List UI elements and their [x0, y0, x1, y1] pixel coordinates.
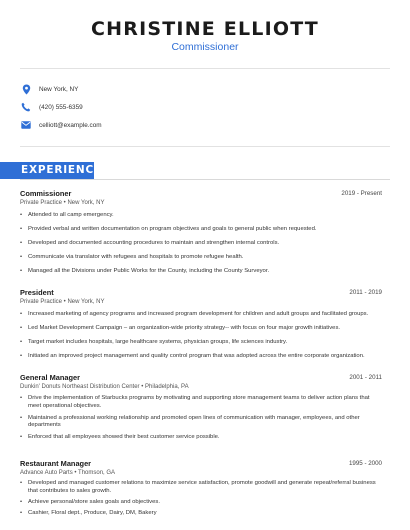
list-item: • Drive the implementation of Starbucks programs by motivating and supporting store management teams to deliver action plans that meet operational objectives. [20, 395, 382, 410]
company-name: Advance Auto Parts [20, 470, 73, 476]
divider [20, 68, 390, 69]
company-name: Dunkin' Donuts Northeast Distribution Center [20, 384, 140, 390]
section-heading-experience [0, 162, 102, 179]
job-entry [20, 459, 382, 517]
email-icon [20, 119, 32, 131]
job-entry [20, 373, 382, 442]
job-employer: Private Practice • New York, NY [20, 299, 105, 305]
contact-phone [20, 100, 83, 114]
candidate-name: CHRISTINE ELLIOTT [91, 18, 319, 40]
list-item: • Increased marketing of agency programs and increased program development for children and adult groups and facilitated groups. [20, 311, 382, 319]
company-name: Private Practice [20, 299, 63, 305]
job-entry [20, 288, 382, 361]
job-dates: 2011 - 2019 [349, 289, 382, 296]
job-dates: 2001 - 2011 [349, 374, 382, 381]
job-title: President [20, 288, 54, 297]
job-title: General Manager [20, 373, 80, 382]
phone-icon [20, 101, 32, 113]
job-entry [20, 189, 382, 276]
email-text: celliott@example.com [39, 121, 102, 129]
list-item: • Managed all the Divisions under Public Works for the County, including the County Surveyor. [20, 268, 382, 276]
bullet-list [20, 311, 382, 361]
list-item: • Developed and managed customer relations to maximize service satisfaction, promote goodwill and generate repeat/referral business that contributes to sales growth. [20, 480, 382, 495]
job-title: Restaurant Manager [20, 459, 92, 468]
section-label: EXPERIENCE [21, 164, 102, 176]
bullet-list [20, 395, 382, 442]
job-location: Philadelphia, PA [144, 384, 189, 390]
list-item: • Developed and documented accounting procedures to maintain and strengthen internal controls. [20, 240, 382, 248]
job-location: Thomson, GA [78, 470, 116, 476]
list-item: • Target market includes hospitals, large healthcare systems, physician groups, life sciences industry. [20, 339, 382, 347]
list-item: • Led Market Development Campaign – an organization-wide priority strategy-- with focus on four major growth initiatives. [20, 325, 382, 333]
list-item: • Attended to all camp emergency. [20, 212, 382, 220]
contact-location [20, 82, 78, 96]
job-employer: Dunkin' Donuts Northeast Distribution Center • Philadelphia, PA [20, 384, 189, 390]
list-item: • Provided verbal and written documentation on program objectives and goals to general public when requested. [20, 226, 382, 234]
job-employer: Private Practice • New York, NY [20, 200, 105, 206]
job-employer: Advance Auto Parts • Thomson, GA [20, 470, 116, 476]
bullet-list [20, 212, 382, 276]
phone-text: (420) 555-6359 [39, 103, 83, 111]
list-item: • Communicate via translator with refugees and hospitals to promote refugee health. [20, 254, 382, 262]
job-dates: 1995 - 2000 [348, 460, 382, 467]
job-location: New York, NY [67, 299, 105, 305]
list-item: • Cashier, Floral dept., Produce, Dairy, DM, Bakery [20, 510, 382, 518]
contact-email [20, 118, 102, 132]
list-item: • Achieve personal/store sales goals and objectives. [20, 499, 382, 507]
bullet-list [20, 480, 382, 517]
job-location: New York, NY [67, 200, 105, 206]
list-item: • Enforced that all employees showed their best customer service possible. [20, 434, 382, 442]
location-text: New York, NY [39, 85, 79, 93]
company-name: Private Practice [20, 200, 63, 206]
job-dates: 2019 - Present [341, 190, 382, 197]
location-pin-icon [20, 83, 32, 95]
candidate-title: Commissioner [171, 41, 239, 53]
divider [20, 146, 390, 147]
job-title: Commissioner [20, 189, 72, 198]
section-rule [20, 179, 390, 180]
list-item: • Maintained a professional working relationship and promoted open lines of communication with manager, employees, and other departments [20, 415, 382, 430]
list-item: • Initiated an improved project management and quality control program that was adopted across the entire corporate organization. [20, 353, 382, 361]
